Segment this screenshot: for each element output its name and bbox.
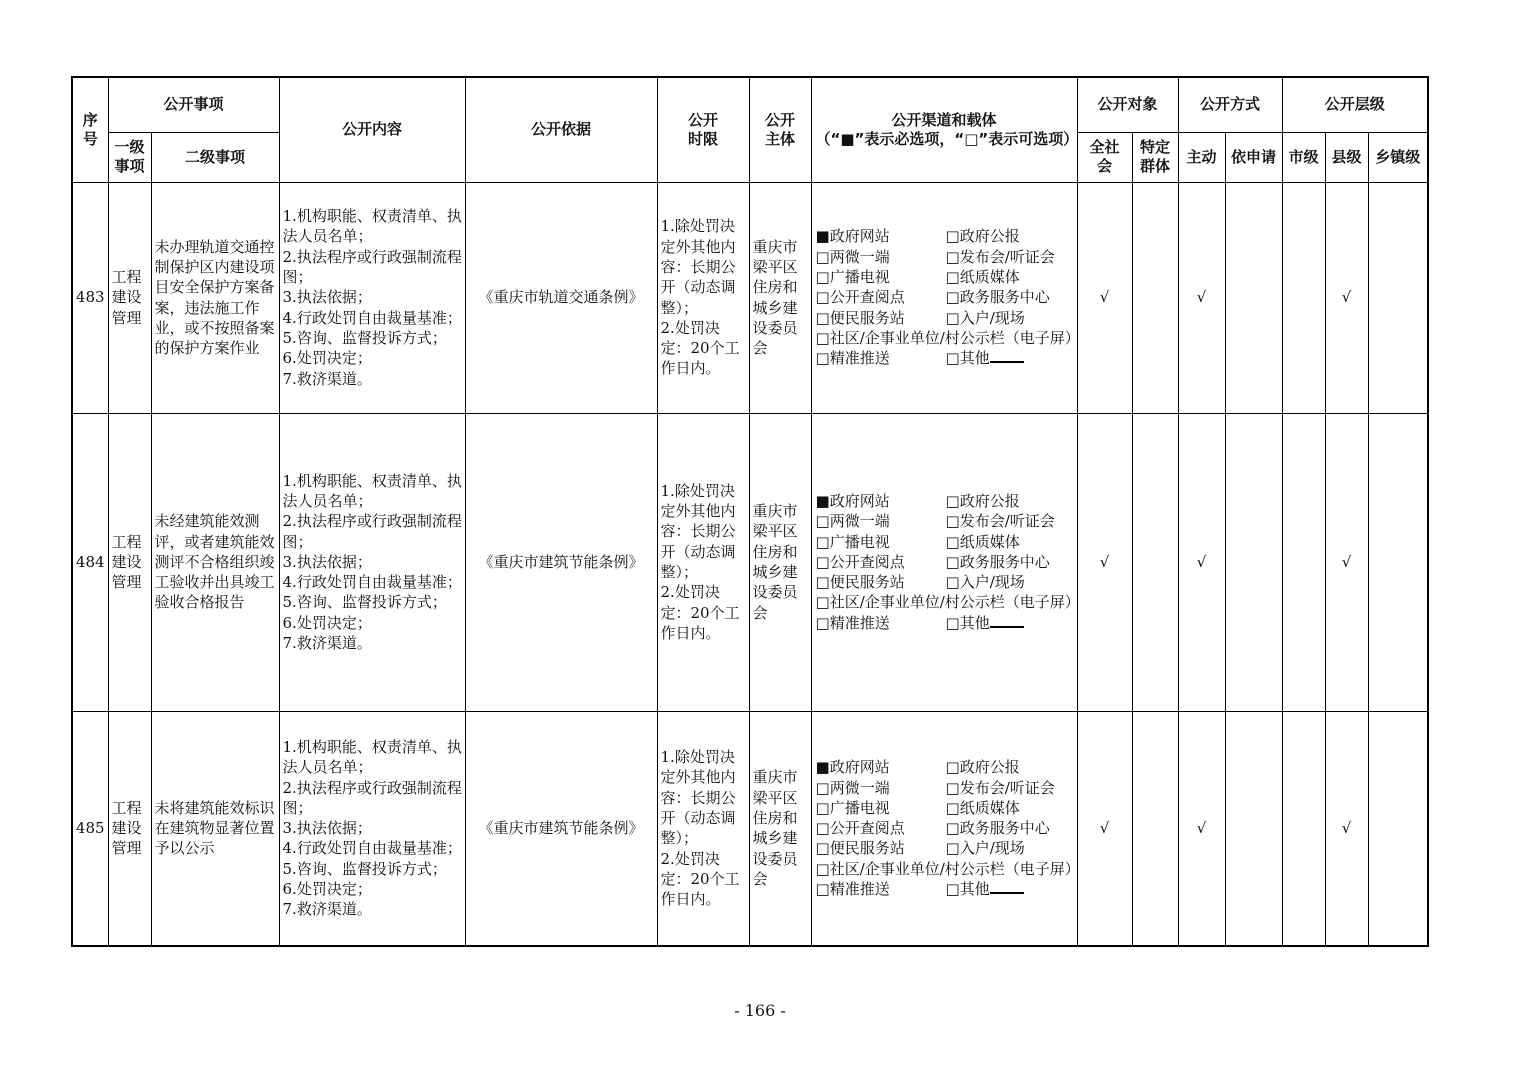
channel-paper: □纸质媒体 [945, 268, 1020, 287]
row-level-county: √ [1325, 182, 1368, 413]
channel-convenience: □便民服务站 [815, 839, 905, 858]
header-level-city: 市级 [1282, 132, 1325, 182]
channel-precise: □精准推送 [815, 613, 890, 632]
row-basis: 《重庆市轨道交通条例》 [465, 182, 657, 413]
channel-gov-bulletin: □政府公报 [945, 227, 1020, 246]
row-content: 1.机构职能、权责清单、执法人员名单； 2.执法程序或行政强制流程图； 3.执法依据； 4.行政处罚自由裁量基准； 5.咨询、监督投诉方式； 6.处罚决定； 7.救济渠道。 [279, 413, 465, 711]
channel-press: □发布会/听证会 [945, 778, 1055, 797]
row-level1: 工程建设管理 [108, 413, 151, 711]
channel-two-micro: □两微一端 [815, 778, 890, 797]
row-content: 1.机构职能、权责清单、执法人员名单； 2.执法程序或行政强制流程图； 3.执法依据； 4.行政处罚自由裁量基准； 5.咨询、监督投诉方式； 6.处罚决定； 7.救济渠道。 [279, 182, 465, 413]
header-level-county: 县级 [1325, 132, 1368, 182]
header-mode: 公开方式 [1178, 77, 1282, 132]
header-audience-all: 全社会 [1077, 132, 1132, 182]
row-timelimit: 1.除处罚决定外其他内容：长期公开（动态调整）； 2.处罚决定：20个工作日内。 [657, 711, 749, 946]
row-timelimit: 1.除处罚决定外其他内容：长期公开（动态调整）； 2.处罚决定：20个工作日内。 [657, 413, 749, 711]
row-audience-all: √ [1077, 413, 1132, 711]
table-row [72, 413, 1428, 711]
row-mode-request [1225, 413, 1282, 711]
channel-service-center: □政务服务中心 [945, 819, 1050, 838]
table-row [72, 182, 1428, 413]
header-audience-specific: 特定群体 [1132, 132, 1178, 182]
channel-household: □入户/现场 [945, 308, 1025, 327]
header-content: 公开内容 [279, 77, 465, 182]
header-mode-request: 依申请 [1225, 132, 1282, 182]
header-timelimit: 公开时限 [657, 77, 749, 182]
row-basis: 《重庆市建筑节能条例》 [465, 711, 657, 946]
channel-list [812, 491, 1080, 633]
header-seq: 序号 [72, 77, 108, 182]
row-audience-specific [1132, 711, 1178, 946]
row-level1: 工程建设管理 [108, 182, 151, 413]
row-channels [811, 182, 1080, 413]
header-channel [811, 77, 1077, 182]
channel-service-center: □政务服务中心 [945, 552, 1050, 571]
row-level2: 未将建筑能效标识在建筑物显著位置予以公示 [151, 711, 279, 946]
channel-other: □其他 [946, 879, 1077, 899]
header-channel-note: （“■”表示必选项，“□”表示可选项） [815, 129, 1079, 148]
channel-public-query: □公开查阅点 [815, 552, 905, 571]
header-row-1 [72, 77, 1428, 132]
row-mode-active: √ [1178, 182, 1225, 413]
row-mode-active: √ [1178, 413, 1225, 711]
row-subject: 重庆市梁平区住房和城乡建设委员会 [749, 413, 811, 711]
channel-list [812, 757, 1080, 899]
header-channel-title: 公开渠道和载体 [891, 110, 997, 129]
row-audience-specific [1132, 182, 1178, 413]
row-subject: 重庆市梁平区住房和城乡建设委员会 [749, 182, 811, 413]
row-level-town [1368, 711, 1428, 946]
channel-gov-site: ■政府网站 [815, 491, 890, 510]
header-audience: 公开对象 [1077, 77, 1178, 132]
row-channels [811, 413, 1080, 711]
row-level-county: √ [1325, 413, 1368, 711]
row-level2: 未经建筑能效测评，或者建筑能效测评不合格组织竣工验收并出具竣工验收合格报告 [151, 413, 279, 711]
row-audience-all: √ [1077, 182, 1132, 413]
page-number: - 166 - [734, 1001, 786, 1020]
row-level2: 未办理轨道交通控制保护区内建设项目安全保护方案备案，违法施工作业，或不按照备案的保护方案作业 [151, 182, 279, 413]
row-level1: 工程建设管理 [108, 711, 151, 946]
row-mode-active: √ [1178, 711, 1225, 946]
channel-list [812, 226, 1080, 368]
channel-broadcast: □广播电视 [815, 532, 890, 551]
channel-gov-bulletin: □政府公报 [945, 758, 1020, 777]
row-audience-specific [1132, 413, 1178, 711]
row-number: 484 [72, 413, 108, 711]
channel-two-micro: □两微一端 [815, 512, 890, 531]
row-level-county: √ [1325, 711, 1368, 946]
channel-service-center: □政务服务中心 [945, 288, 1050, 307]
header-level1: 一级事项 [108, 132, 151, 182]
channel-precise: □精准推送 [815, 349, 890, 368]
table-row [72, 711, 1428, 946]
channel-convenience: □便民服务站 [815, 573, 905, 592]
channel-community: □社区/企事业单位/村公示栏（电子屏） [815, 328, 1080, 347]
row-level-city [1282, 182, 1325, 413]
channel-press: □发布会/听证会 [945, 247, 1055, 266]
row-level-town [1368, 413, 1428, 711]
header-basis: 公开依据 [465, 77, 657, 182]
header-items: 公开事项 [108, 77, 279, 132]
row-level-city [1282, 413, 1325, 711]
row-number: 483 [72, 182, 108, 413]
channel-two-micro: □两微一端 [815, 247, 890, 266]
channel-household: □入户/现场 [945, 839, 1025, 858]
row-level-town [1368, 182, 1428, 413]
row-mode-request [1225, 711, 1282, 946]
row-number: 485 [72, 711, 108, 946]
header-mode-active: 主动 [1178, 132, 1225, 182]
channel-community: □社区/企事业单位/村公示栏（电子屏） [815, 593, 1080, 612]
channel-household: □入户/现场 [945, 573, 1025, 592]
row-channels [811, 711, 1080, 946]
channel-gov-site: ■政府网站 [815, 758, 890, 777]
header-subject: 公开主体 [749, 77, 811, 182]
channel-broadcast: □广播电视 [815, 268, 890, 287]
channel-other: □其他 [946, 613, 1077, 633]
channel-community: □社区/企事业单位/村公示栏（电子屏） [815, 859, 1080, 878]
channel-press: □发布会/听证会 [945, 512, 1055, 531]
channel-other: □其他 [946, 348, 1077, 368]
row-timelimit: 1.除处罚决定外其他内容：长期公开（动态调整）； 2.处罚决定：20个工作日内。 [657, 182, 749, 413]
channel-paper: □纸质媒体 [945, 532, 1020, 551]
header-level: 公开层级 [1282, 77, 1428, 132]
channel-gov-site: ■政府网站 [815, 227, 890, 246]
header-level-town: 乡镇级 [1368, 132, 1428, 182]
channel-gov-bulletin: □政府公报 [945, 491, 1020, 510]
channel-convenience: □便民服务站 [815, 308, 905, 327]
header-level2: 二级事项 [151, 132, 279, 182]
channel-public-query: □公开查阅点 [815, 819, 905, 838]
row-basis: 《重庆市建筑节能条例》 [465, 413, 657, 711]
channel-paper: □纸质媒体 [945, 798, 1020, 817]
row-mode-request [1225, 182, 1282, 413]
channel-precise: □精准推送 [815, 879, 890, 898]
row-level-city [1282, 711, 1325, 946]
row-audience-all: √ [1077, 711, 1132, 946]
row-subject: 重庆市梁平区住房和城乡建设委员会 [749, 711, 811, 946]
channel-broadcast: □广播电视 [815, 798, 890, 817]
row-content: 1.机构职能、权责清单、执法人员名单； 2.执法程序或行政强制流程图； 3.执法依据； 4.行政处罚自由裁量基准； 5.咨询、监督投诉方式； 6.处罚决定； 7.救济渠道。 [279, 711, 465, 946]
disclosure-table [71, 76, 1429, 947]
channel-public-query: □公开查阅点 [815, 288, 905, 307]
